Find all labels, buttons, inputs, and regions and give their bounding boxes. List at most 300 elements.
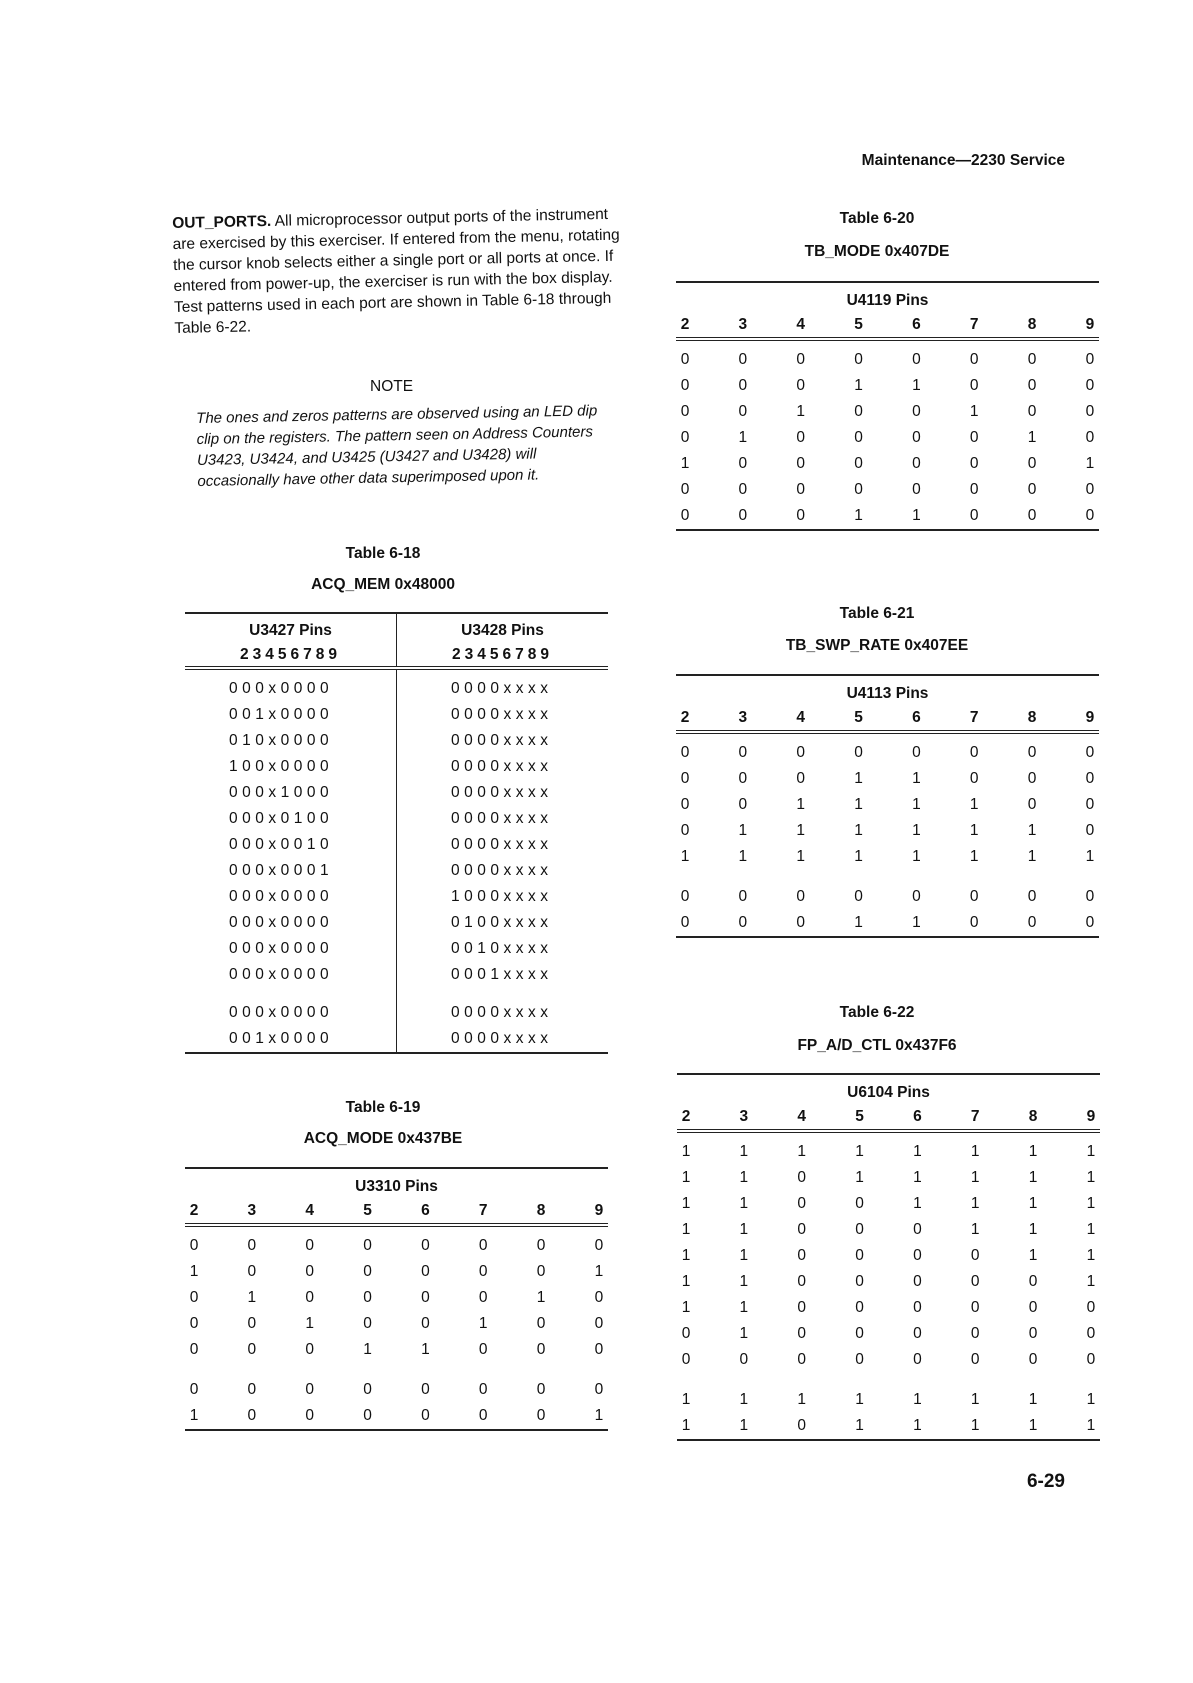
table-row [677, 1217, 1100, 1243]
table-cell: 0 [912, 429, 921, 446]
table-cell: 0 [855, 1247, 864, 1264]
table-cell: 0 [478, 1237, 488, 1254]
pins-label: U4119 Pins [846, 292, 929, 309]
table-cell: 0 [797, 1195, 806, 1212]
table-cell: 1 [681, 1195, 691, 1212]
column-header: 5 [363, 1202, 372, 1219]
table-cell: 1 [797, 1143, 806, 1160]
table-cell: 0 [363, 1289, 372, 1306]
table-cell: 0 [363, 1237, 372, 1254]
table-cell: 0 [421, 1263, 430, 1280]
table-cell: 0 [796, 888, 805, 905]
table-cell: 1 [739, 1273, 749, 1290]
table-cell: 0 [1086, 1325, 1096, 1342]
table-cell: 0 [247, 1381, 257, 1398]
table-cell: 0000xxxx [451, 706, 553, 723]
table-row [677, 1139, 1100, 1165]
table-cell: 1 [594, 1263, 604, 1280]
table-cell: 0 [796, 914, 805, 931]
table-cell: 0 [305, 1407, 314, 1424]
table-cell: 0 [738, 377, 748, 394]
table-cell: 0 [1085, 744, 1095, 761]
table-cell: 0 [738, 481, 748, 498]
table-cell: 0 [305, 1237, 314, 1254]
table-cell: 0 [796, 481, 805, 498]
table-cell: 0 [681, 1351, 691, 1368]
table-cell: 0 [854, 351, 863, 368]
table-cell: 0 [1085, 377, 1095, 394]
table-cell: 0 [1028, 1273, 1038, 1290]
table-cell: 1 [1086, 1221, 1096, 1238]
table-bottom-rule [677, 1439, 1100, 1441]
column-header: 9 [1086, 1108, 1096, 1125]
table-cell: 000x0100 [229, 810, 334, 827]
table-cell: 0000xxxx [451, 784, 553, 801]
table-cell: 1 [1027, 429, 1037, 446]
table-cell: 0 [680, 481, 690, 498]
table-cell: 0 [969, 377, 979, 394]
left-pin-numbers: 23456789 [240, 646, 341, 663]
table-cell: 1 [681, 1417, 691, 1434]
table-cell: 0 [912, 351, 921, 368]
table-cell: 1 [1028, 1391, 1038, 1408]
column-header: 4 [796, 709, 805, 726]
table-row [677, 1191, 1100, 1217]
table-cell: 001x0000 [229, 706, 334, 723]
table-cell: 0 [594, 1381, 604, 1398]
table-cell: 0000xxxx [451, 758, 553, 775]
table-cell: 1 [1028, 1169, 1038, 1186]
table-cell: 0 [189, 1315, 199, 1332]
table-body [185, 670, 608, 1052]
table-cell: 0 [536, 1315, 546, 1332]
column-header: 5 [855, 1108, 864, 1125]
table-cell: 0 [796, 377, 805, 394]
table-cell: 0 [855, 1221, 864, 1238]
table-6-21-title: TB_SWP_RATE 0x407EE [785, 637, 969, 654]
column-header: 9 [1085, 709, 1095, 726]
table-cell: 0 [680, 888, 690, 905]
table-cell: 1 [854, 848, 863, 865]
table-cell: 1 [913, 1391, 922, 1408]
table-cell: 0 [797, 1325, 806, 1342]
table-cell: 1 [680, 455, 690, 472]
table-cell: 1 [738, 822, 748, 839]
table-cell: 0 [738, 403, 748, 420]
table-6-21 [676, 674, 1099, 938]
table-cell: 0 [855, 1299, 864, 1316]
table-cell: 1 [1028, 1247, 1038, 1264]
table-cell: 0 [189, 1341, 199, 1358]
table-cell: 0 [1085, 888, 1095, 905]
table-cell: 0 [536, 1263, 546, 1280]
table-cell: 1 [796, 848, 805, 865]
table-cell: 1 [478, 1315, 488, 1332]
table-cell: 1 [739, 1169, 749, 1186]
table-row [676, 818, 1099, 844]
table-6-22-number: Table 6-22 [839, 1004, 915, 1021]
table-row [676, 792, 1099, 818]
table-6-21-number: Table 6-21 [839, 605, 915, 622]
table-cell: 0 [970, 1247, 980, 1264]
column-header: 6 [421, 1202, 430, 1219]
table-cell: 0000xxxx [451, 732, 553, 749]
table-cell: 1 [969, 822, 979, 839]
table-cell: 0010xxxx [451, 940, 553, 957]
table-cell: 1 [536, 1289, 546, 1306]
table-cell: 0000xxxx [451, 1030, 553, 1047]
table-cell: 1 [681, 1143, 691, 1160]
table-cell: 1 [738, 429, 748, 446]
table-cell: 0 [681, 1325, 691, 1342]
table-cell: 0 [305, 1341, 314, 1358]
table-cell: 0 [1085, 914, 1095, 931]
table-cell: 1 [681, 1169, 691, 1186]
table-cell: 0 [680, 377, 690, 394]
column-header: 3 [738, 709, 748, 726]
table-row [677, 1413, 1100, 1439]
table-cell: 1 [969, 403, 979, 420]
table-row [677, 1295, 1100, 1321]
table-cell: 1 [1086, 1417, 1096, 1434]
table-row [677, 1269, 1100, 1295]
table-cell: 0000xxxx [451, 1004, 553, 1021]
column-header-row [676, 706, 1099, 734]
left-header [185, 614, 397, 666]
table-cell: 0 [796, 455, 805, 472]
table-cell: 0 [969, 455, 979, 472]
table-cell: 0 [912, 481, 921, 498]
table-cell: 0 [913, 1325, 922, 1342]
table-cell: 1 [363, 1341, 372, 1358]
table-cell: 1 [855, 1143, 864, 1160]
table-cell: 0 [855, 1273, 864, 1290]
column-header-row [185, 1199, 608, 1227]
table-cell: 0 [797, 1169, 806, 1186]
table-cell: 1 [681, 1299, 691, 1316]
table-cell: 0 [363, 1407, 372, 1424]
table-cell: 0 [594, 1315, 604, 1332]
column-header: 8 [1027, 709, 1037, 726]
table-cell: 1 [681, 1247, 691, 1264]
table-cell: 0 [797, 1299, 806, 1316]
table-cell: 1 [912, 770, 921, 787]
table-cell: 1 [797, 1391, 806, 1408]
table-6-18-number: Table 6-18 [345, 545, 421, 562]
table-cell: 0000xxxx [451, 836, 553, 853]
table-6-19-title: ACQ_MODE 0x437BE [303, 1130, 463, 1147]
table-cell: 0 [421, 1237, 430, 1254]
table-cell: 0 [1085, 770, 1095, 787]
note-heading: NOTE [370, 378, 414, 395]
table-cell: 0 [1027, 403, 1037, 420]
table-cell: 0 [854, 481, 863, 498]
table-cell: 0 [913, 1273, 922, 1290]
table-bottom-rule [185, 1429, 608, 1431]
table-row [676, 766, 1099, 792]
table-cell: 0 [854, 429, 863, 446]
table-row [676, 844, 1099, 870]
table-cell: 1 [854, 770, 863, 787]
table-cell: 0 [855, 1195, 864, 1212]
table-row [676, 503, 1099, 529]
table-row [676, 477, 1099, 503]
table-cell: 0 [969, 351, 979, 368]
table-cell: 0 [478, 1407, 488, 1424]
table-cell: 0 [680, 914, 690, 931]
table-cell: 1 [738, 848, 748, 865]
column-header: 2 [189, 1202, 199, 1219]
table-row [185, 1259, 608, 1285]
table-cell: 1 [970, 1391, 980, 1408]
table-cell: 0 [796, 351, 805, 368]
column-header: 9 [594, 1202, 604, 1219]
table-cell: 0 [680, 507, 690, 524]
table-cell: 1 [855, 1391, 864, 1408]
table-cell: 0 [536, 1407, 546, 1424]
table-cell: 0 [305, 1381, 314, 1398]
table-cell: 1 [969, 848, 979, 865]
table-row [185, 1377, 608, 1403]
table-cell: 0 [912, 744, 921, 761]
column-header: 8 [1028, 1108, 1038, 1125]
table-cell: 0 [305, 1263, 314, 1280]
table-cell: 0001xxxx [451, 966, 553, 983]
column-header: 7 [970, 1108, 980, 1125]
table-cell: 0 [1027, 888, 1037, 905]
table-cell: 0 [594, 1341, 604, 1358]
table-cell: 000x0000 [229, 914, 334, 931]
table-cell: 0 [1027, 770, 1037, 787]
table-cell: 0 [680, 744, 690, 761]
table-cell: 1 [189, 1263, 199, 1280]
table-cell: 1 [854, 796, 863, 813]
table-cell: 0 [189, 1289, 199, 1306]
column-header: 7 [969, 709, 979, 726]
table-cell: 1 [970, 1195, 980, 1212]
table-cell: 0 [1086, 1351, 1096, 1368]
table-cell: 0 [970, 1325, 980, 1342]
table-cell: 0000xxxx [451, 810, 553, 827]
table-cell: 0 [912, 403, 921, 420]
table-6-22 [677, 1073, 1100, 1441]
table-row [676, 910, 1099, 936]
table-header [185, 614, 608, 666]
table-cell: 0 [1085, 351, 1095, 368]
table-cell: 0 [970, 1351, 980, 1368]
row-group-gap [677, 1373, 1100, 1387]
table-6-19-number: Table 6-19 [345, 1099, 421, 1116]
table-cell: 1 [970, 1221, 980, 1238]
column-header: 4 [797, 1108, 806, 1125]
table-cell: 1 [854, 377, 863, 394]
table-row [676, 425, 1099, 451]
column-header: 8 [1027, 316, 1037, 333]
table-row [677, 1165, 1100, 1191]
table-cell: 1 [969, 796, 979, 813]
table-cell: 1 [739, 1391, 749, 1408]
table-row [676, 884, 1099, 910]
table-cell: 0 [970, 1273, 980, 1290]
table-cell: 1 [739, 1221, 749, 1238]
table-cell: 0 [247, 1341, 257, 1358]
table-cell: 0 [1027, 351, 1037, 368]
table-cell: 1 [912, 822, 921, 839]
table-cell: 1 [1086, 1391, 1096, 1408]
table-row [185, 1285, 608, 1311]
table-cell: 0 [913, 1351, 922, 1368]
right-pins-label: U3428 Pins [461, 622, 544, 639]
table-cell: 0 [478, 1289, 488, 1306]
table-cell: 000x0000 [229, 940, 334, 957]
table-cell: 1 [1086, 1143, 1096, 1160]
table-cell: 0 [1085, 481, 1095, 498]
table-cell: 000x1000 [229, 784, 334, 801]
table-cell: 1 [913, 1195, 922, 1212]
table-cell: 0 [1085, 796, 1095, 813]
table-cell: 0 [1086, 1299, 1096, 1316]
table-6-19 [185, 1167, 608, 1431]
table-cell: 0000xxxx [451, 862, 553, 879]
table-cell: 0 [1027, 455, 1037, 472]
table-cell: 1 [912, 796, 921, 813]
table-cell: 1 [854, 507, 863, 524]
table-cell: 1 [970, 1143, 980, 1160]
table-cell: 0 [797, 1247, 806, 1264]
table-cell: 0 [536, 1381, 546, 1398]
table-cell: 0 [969, 770, 979, 787]
table-cell: 0 [421, 1289, 430, 1306]
right-header [397, 614, 608, 666]
column-header: 5 [854, 709, 863, 726]
table-cell: 0 [854, 455, 863, 472]
page-number: 6-29 [1026, 1471, 1065, 1492]
table-cell: 1 [1027, 848, 1037, 865]
table-cell: 0 [1027, 377, 1037, 394]
table-cell: 0 [680, 796, 690, 813]
table-cell: 0 [797, 1221, 806, 1238]
column-header: 6 [912, 316, 921, 333]
table-row [676, 451, 1099, 477]
column-header: 2 [680, 316, 690, 333]
table-cell: 1 [739, 1143, 749, 1160]
table-6-20-number: Table 6-20 [839, 210, 915, 227]
table-cell: 1 [912, 914, 921, 931]
table-cell: 1 [913, 1169, 922, 1186]
table-cell: 0000xxxx [451, 680, 553, 697]
column-header: 2 [680, 709, 690, 726]
table-cell: 000x0001 [229, 862, 334, 879]
table-cell: 1 [739, 1417, 749, 1434]
table-cell: 0 [738, 351, 748, 368]
column-header-row [677, 1105, 1100, 1133]
table-cell: 0 [969, 429, 979, 446]
table-cell: 0 [738, 888, 748, 905]
column-header: 3 [739, 1108, 749, 1125]
table-cell: 0 [797, 1351, 806, 1368]
table-cell: 1 [739, 1247, 749, 1264]
table-cell: 0 [854, 744, 863, 761]
table-cell: 1 [912, 377, 921, 394]
table-cell: 1 [421, 1341, 430, 1358]
table-cell: 0 [1027, 744, 1037, 761]
table-cell: 1 [739, 1195, 749, 1212]
table-cell: 0 [1085, 822, 1095, 839]
table-cell: 1 [1086, 1273, 1096, 1290]
table-cell: 0 [738, 507, 748, 524]
table-cell: 1 [796, 796, 805, 813]
table-cell: 0 [913, 1247, 922, 1264]
table-cell: 1 [681, 1391, 691, 1408]
table-cell: 1 [247, 1289, 257, 1306]
table-cell: 0 [1027, 481, 1037, 498]
table-row [676, 399, 1099, 425]
table-cell: 0 [969, 507, 979, 524]
table-cell: 1 [913, 1417, 922, 1434]
table-6-22-title: FP_A/D_CTL 0x437F6 [797, 1037, 957, 1054]
table-cell: 0 [854, 403, 863, 420]
table-bottom-rule [676, 529, 1099, 531]
table-cell: 0 [1085, 403, 1095, 420]
table-6-20-title: TB_MODE 0x407DE [804, 243, 950, 260]
table-cell: 0 [189, 1237, 199, 1254]
table-cell: 1 [855, 1169, 864, 1186]
table-cell: 0 [796, 507, 805, 524]
column-header: 6 [913, 1108, 922, 1125]
table-cell: 1 [970, 1417, 980, 1434]
intro-text: All microprocessor output ports of the instrument are exercised by this exerciser. If entered from the menu, rotating the cursor knob selects either a single port or all ports at once. If entered from power-up, the exerciser is run with the box display. Test patterns used in each port are shown in Table 6-18 through Table 6-22. [172, 205, 620, 337]
table-cell: 0 [913, 1299, 922, 1316]
table-cell: 1 [1028, 1417, 1038, 1434]
table-cell: 0 [680, 822, 690, 839]
column-header: 7 [478, 1202, 488, 1219]
table-cell: 1000xxxx [451, 888, 553, 905]
table-cell: 1 [1086, 1195, 1096, 1212]
column-header: 3 [738, 316, 748, 333]
table-cell: 0 [913, 1221, 922, 1238]
table-cell: 0 [1085, 507, 1095, 524]
table-cell: 010x0000 [229, 732, 334, 749]
table-row [185, 1311, 608, 1337]
table-cell: 1 [594, 1407, 604, 1424]
table-row [676, 373, 1099, 399]
table-cell: 000x0000 [229, 1004, 334, 1021]
table-cell: 0 [478, 1341, 488, 1358]
table-cell: 1 [1085, 848, 1095, 865]
table-cell: 0 [1027, 507, 1037, 524]
table-cell: 1 [681, 1221, 691, 1238]
row-group-gap [676, 870, 1099, 884]
table-row [676, 347, 1099, 373]
table-cell: 0 [796, 744, 805, 761]
column-header: 4 [305, 1202, 314, 1219]
table-cell: 1 [739, 1299, 749, 1316]
table-row [185, 1403, 608, 1429]
table-cell: 1 [681, 1273, 691, 1290]
table-cell: 1 [739, 1325, 749, 1342]
left-column [185, 670, 397, 1052]
table-cell: 1 [912, 848, 921, 865]
table-cell: 1 [1028, 1221, 1038, 1238]
table-cell: 0 [738, 744, 748, 761]
table-6-18-title: ACQ_MEM 0x48000 [311, 576, 455, 593]
column-header: 6 [912, 709, 921, 726]
table-cell: 000x0010 [229, 836, 334, 853]
table-row [677, 1347, 1100, 1373]
column-header: 8 [536, 1202, 546, 1219]
table-cell: 0 [1085, 429, 1095, 446]
pins-label: U6104 Pins [847, 1084, 930, 1101]
